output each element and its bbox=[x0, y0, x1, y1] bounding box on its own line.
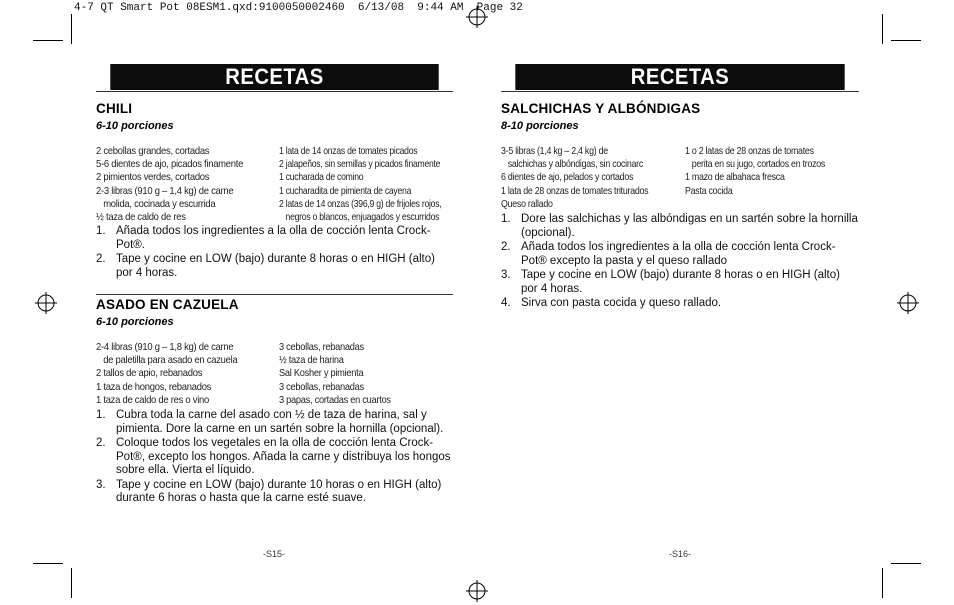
ingredient: 5-6 dientes de ajo, picados finamente bbox=[96, 158, 244, 171]
instruction-step bbox=[501, 269, 859, 296]
ingredient-column-right bbox=[685, 145, 825, 198]
registration-mark-icon bbox=[35, 292, 57, 314]
page-number: -S15- bbox=[263, 549, 286, 559]
page-number: -S16- bbox=[669, 549, 692, 559]
page-banner: RECETAS bbox=[515, 64, 844, 90]
step-number: 1. bbox=[96, 225, 106, 237]
instruction-step bbox=[96, 253, 453, 280]
crop-mark bbox=[882, 568, 883, 598]
ingredient: salchichas y albóndigas, sin cocinarc bbox=[507, 158, 644, 171]
step-number: 4. bbox=[501, 297, 511, 309]
ingredient: molida, cocinada y escurrida bbox=[103, 197, 216, 210]
ingredient: 1 taza de hongos, rebanados bbox=[96, 380, 212, 393]
ingredient-column-right bbox=[279, 341, 391, 407]
crop-mark bbox=[891, 40, 921, 41]
ingredient: 1 mazo de albahaca fresca bbox=[685, 171, 785, 184]
instruction-step bbox=[501, 241, 859, 268]
ingredient: 2 cebollas grandes, cortadas bbox=[96, 145, 210, 157]
ingredient: 3 cebollas, rebanadas bbox=[279, 341, 364, 353]
ingredient: 2-3 libras (910 g – 1,4 kg) de carne bbox=[96, 184, 234, 197]
step-text: Dore las salchichas y las albóndigas en un sartén sobre la hornilla (opcional). bbox=[521, 213, 858, 239]
ingredient-column-left bbox=[501, 145, 648, 211]
ingredient: 1 lata de 14 onzas de tomates picados bbox=[279, 145, 418, 157]
ingredient: 1 cucharada de comino bbox=[279, 171, 364, 184]
file-slug: 4-7 QT Smart Pot 08ESM1.qxd:9100050002460 6/13/08 9:44 AM Page 32 bbox=[74, 2, 523, 14]
recipe-servings: 6-10 porciones bbox=[96, 120, 174, 132]
ingredient: 3 papas, cortadas en cuartos bbox=[279, 393, 391, 406]
ingredient: 6 dientes de ajo, pelados y cortados bbox=[501, 171, 634, 184]
step-number: 2. bbox=[96, 437, 106, 449]
ingredient-list bbox=[96, 145, 453, 225]
step-text: Coloque todos los vegetales en la olla de cocción lenta Crock-Pot®, excepto los hongos. Añada la carne y distribuya los hongos sobre ella. Vierta el líquido. bbox=[116, 437, 451, 476]
banner-rule bbox=[96, 91, 453, 92]
left-page bbox=[96, 64, 453, 504]
step-text: Cubra toda la carne del asado con ½ de taza de harina, sal y pimienta. Dore la carne en un sartén sobre la hornilla (opcional). bbox=[116, 409, 444, 435]
banner-rule bbox=[501, 91, 859, 92]
ingredient: Pasta cocida bbox=[685, 184, 733, 197]
step-number: 2. bbox=[501, 241, 511, 253]
ingredient-column-left bbox=[96, 341, 237, 407]
step-text: Añada todos los ingredientes a la olla de cocción lenta Crock- Pot® excepto la pasta y el queso rallado bbox=[521, 241, 836, 267]
crop-mark bbox=[891, 563, 921, 564]
ingredient: 2 pimientos verdes, cortados bbox=[96, 171, 210, 184]
step-number: 3. bbox=[96, 478, 106, 491]
crop-mark bbox=[71, 568, 72, 598]
recipe-title: CHILI bbox=[96, 101, 133, 116]
instruction-step bbox=[96, 225, 453, 252]
step-text: Añada todos los ingredientes a la olla de cocción lenta Crock-Pot®. bbox=[116, 225, 431, 251]
instruction-step bbox=[96, 437, 453, 478]
step-text: Sirva con pasta cocida y queso rallado. bbox=[521, 297, 722, 309]
recipe-title: ASADO EN CAZUELA bbox=[96, 297, 239, 312]
instruction-step bbox=[501, 297, 859, 311]
instruction-step bbox=[501, 213, 859, 240]
instruction-step bbox=[96, 479, 453, 506]
ingredient: de paletilla para asado en cazuela bbox=[103, 354, 238, 367]
ingredient-column-right bbox=[279, 145, 441, 224]
ingredient: 1 o 2 latas de 28 onzas de tomates bbox=[685, 145, 814, 157]
registration-mark-icon bbox=[897, 292, 919, 314]
ingredient: Sal Kosher y pimienta bbox=[279, 367, 364, 380]
recipe-servings: 8-10 porciones bbox=[501, 120, 579, 132]
ingredient: Queso rallado bbox=[501, 197, 553, 210]
ingredient: ½ taza de caldo de res bbox=[96, 211, 186, 224]
recipe-servings: 6-10 porciones bbox=[96, 316, 174, 328]
step-number: 3. bbox=[501, 269, 511, 281]
ingredient: ½ taza de harina bbox=[279, 354, 344, 367]
step-text: Tape y cocine en LOW (bajo) durante 8 horas o en HIGH (alto) por 4 horas. bbox=[116, 253, 435, 279]
ingredient-list bbox=[501, 145, 859, 213]
ingredient: 3 cebollas, rebanadas bbox=[279, 380, 364, 393]
crop-mark bbox=[882, 14, 883, 44]
crop-mark bbox=[71, 14, 72, 44]
recipe-chili bbox=[96, 101, 453, 281]
recipe-asado bbox=[96, 297, 453, 507]
ingredient: 3-5 libras (1,4 kg – 2,4 kg) de bbox=[501, 145, 608, 157]
step-text: Tape y cocine en LOW (bajo) durante 8 horas o en HIGH (alto) por 4 horas. bbox=[521, 269, 840, 295]
registration-mark-icon bbox=[466, 580, 488, 602]
recipe-title: SALCHICHAS Y ALBÓNDIGAS bbox=[501, 101, 701, 116]
ingredient-list bbox=[96, 341, 453, 409]
ingredient: 1 cucharadita de pimienta de cayena bbox=[279, 184, 412, 197]
ingredient: 1 taza de caldo de res o vino bbox=[96, 393, 210, 406]
page-banner: RECETAS bbox=[110, 64, 438, 90]
section-rule bbox=[96, 294, 453, 295]
ingredient: perita en su jugo, cortados en trozos bbox=[691, 158, 826, 171]
step-number: 1. bbox=[501, 213, 511, 225]
step-text: Tape y cocine en LOW (bajo) durante 10 horas o en HIGH (alto) durante 6 horas o hasta que la carne esté suave. bbox=[116, 478, 442, 504]
ingredient: 2 latas de 14 onzas (396,9 g) de frijoles rojos, bbox=[279, 197, 442, 210]
ingredient: 2-4 libras (910 g – 1,8 kg) de carne bbox=[96, 341, 234, 353]
step-number: 2. bbox=[96, 253, 106, 265]
instruction-list bbox=[96, 409, 453, 506]
instruction-list bbox=[96, 225, 453, 280]
instruction-list bbox=[501, 213, 859, 311]
right-page bbox=[501, 64, 859, 309]
ingredient: negros o blancos, enjuagados y escurridos bbox=[285, 211, 440, 224]
registration-mark-icon bbox=[466, 6, 488, 28]
instruction-step bbox=[96, 409, 453, 436]
ingredient: 2 tallos de apio, rebanados bbox=[96, 367, 203, 380]
crop-mark bbox=[33, 40, 63, 41]
crop-mark bbox=[33, 563, 63, 564]
step-number: 1. bbox=[96, 409, 106, 421]
recipe-salchichas bbox=[501, 101, 859, 312]
ingredient: 1 lata de 28 onzas de tomates triturados bbox=[501, 184, 649, 197]
ingredient-column-left bbox=[96, 145, 243, 224]
ingredient: 2 jalapeños, sin semillas y picados finamente bbox=[279, 158, 441, 171]
